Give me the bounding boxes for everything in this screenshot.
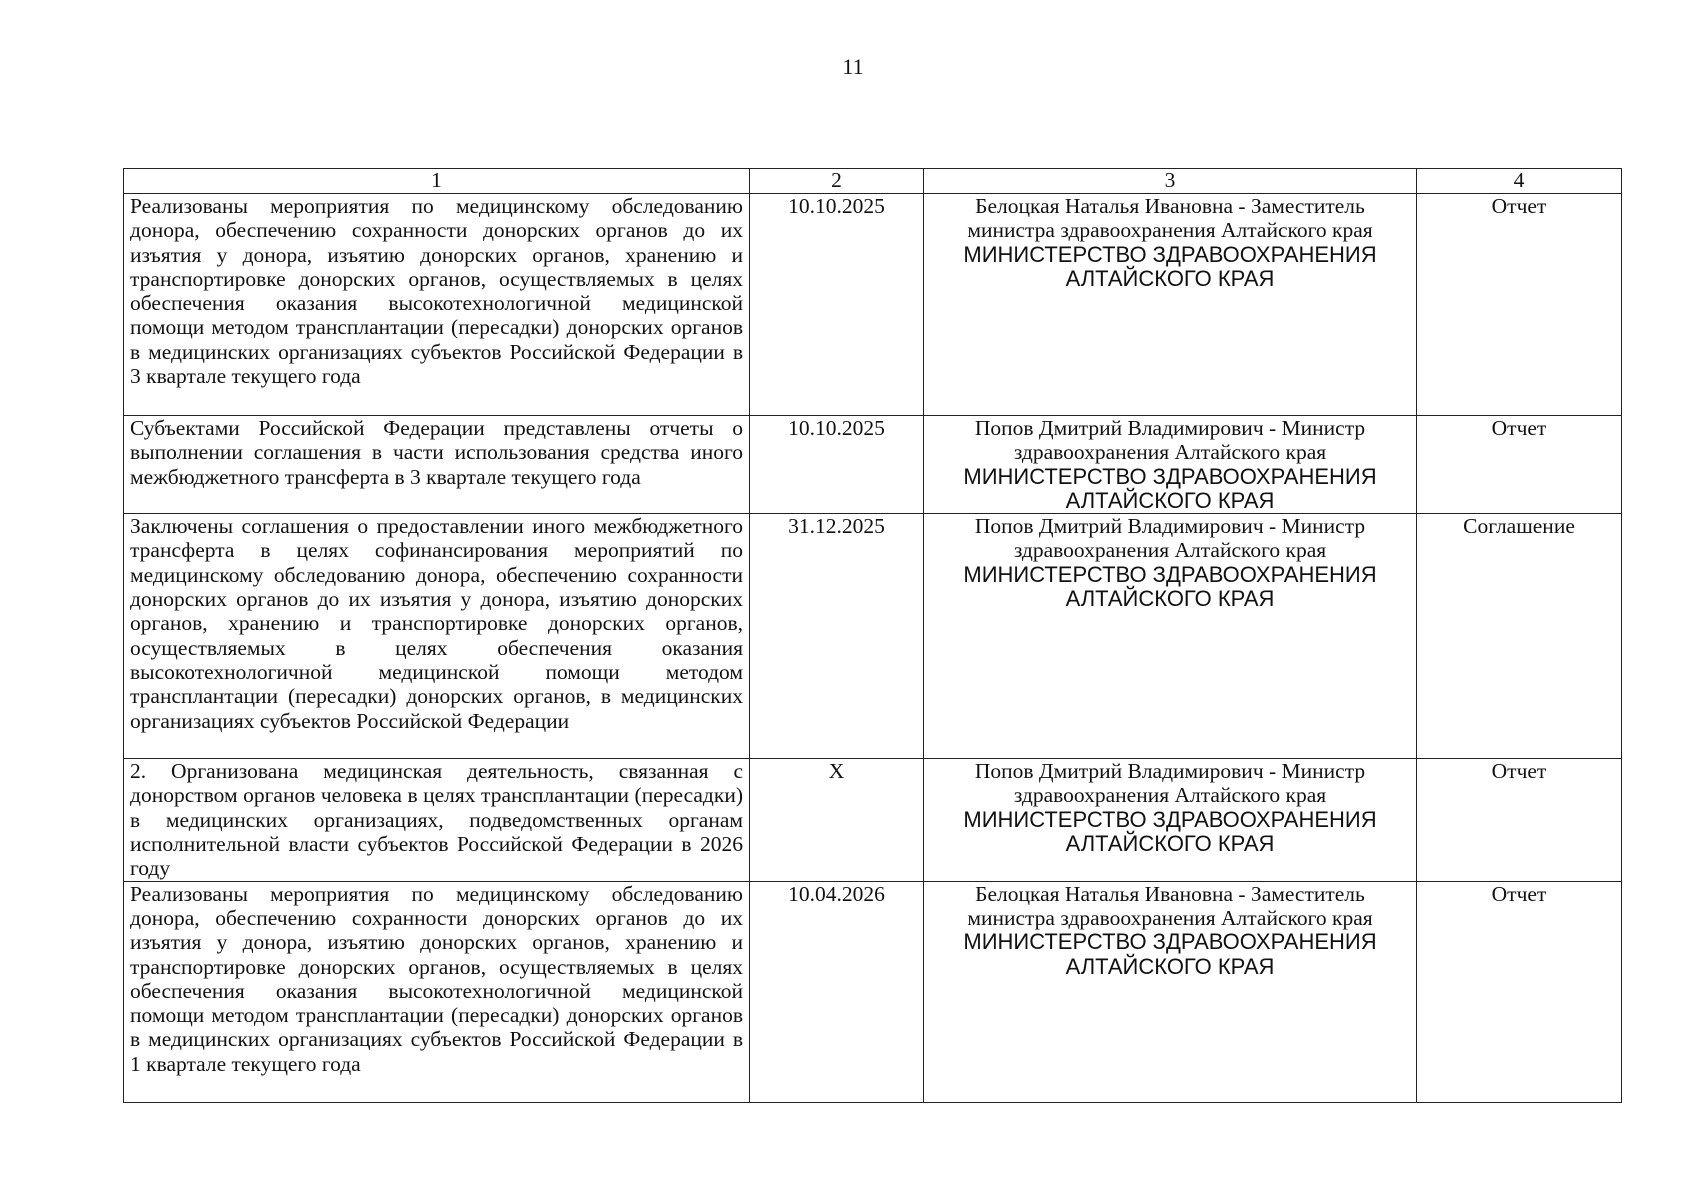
deadline-date: 31.12.2025 [750,514,924,759]
deadline-date: 10.10.2025 [750,194,924,416]
table-row [124,416,1622,514]
responsible-cell [924,514,1417,759]
column-header-2: 2 [750,169,924,194]
deadline-date: X [750,759,924,881]
responsible-person: Попов Дмитрий Владимирович - Министр здравоохранения Алтайского края [974,759,1366,808]
responsible-person: Попов Дмитрий Владимирович - Министр здравоохранения Алтайского края [974,514,1366,563]
result-document-type: Отчет [1417,759,1622,881]
responsible-organization: МИНИСТЕРСТВО ЗДРАВООХРАНЕНИЯ АЛТАЙСКОГО КРАЯ [963,241,1377,291]
event-description: Субъектами Российской Федерации представлены отчеты о выполнении соглашения в части использования средства иного межбюджетного трансферта в 3 квартале текущего года [124,416,750,514]
responsible-organization: МИНИСТЕРСТВО ЗДРАВООХРАНЕНИЯ АЛТАЙСКОГО КРАЯ [963,463,1377,513]
table-row [124,194,1622,416]
column-header-3: 3 [924,169,1417,194]
responsible-organization: МИНИСТЕРСТВО ЗДРАВООХРАНЕНИЯ АЛТАЙСКОГО КРАЯ [963,806,1377,857]
responsible-cell [924,759,1417,881]
result-document-type: Отчет [1417,416,1622,514]
column-header-1: 1 [124,169,750,194]
column-header-4: 4 [1417,169,1622,194]
table-header-row [124,169,1622,194]
responsible-organization: МИНИСТЕРСТВО ЗДРАВООХРАНЕНИЯ АЛТАЙСКОГО КРАЯ [963,561,1377,612]
result-document-type: Отчет [1417,194,1622,416]
document-table [123,168,1622,1103]
deadline-date: 10.10.2025 [750,416,924,514]
table-row [124,759,1622,881]
responsible-cell [924,881,1417,1102]
responsible-cell [924,416,1417,514]
result-document-type: Отчет [1417,881,1622,1102]
page-number: 11 [842,54,864,79]
result-document-type: Соглашение [1417,514,1622,759]
event-description: 2. Организована медицинская деятельность, связанная с донорством органов человека в целях трансплантации (пересадки) в медицинских организациях, подведомственных органам исполнительной власти субъектов Российской Федерации в 2026 году [124,759,750,881]
deadline-date: 10.04.2026 [750,881,924,1102]
table-row [124,881,1622,1102]
event-description: Реализованы мероприятия по медицинскому обследованию донора, обеспечению сохранности донорских органов до их изъятия у донора, изъятию донорских органов, хранению и транспортировке донорских органов, осуществляемых в целях обеспечения оказания высокотехнологичной медицинской помощи методом трансплантации (пересадки) донорских органов в медицинских организациях субъектов Российской Федерации в 3 квартале текущего года [124,194,750,416]
responsible-person: Белоцкая Наталья Ивановна - Заместитель министра здравоохранения Алтайского края [967,881,1373,930]
event-description: Заключены соглашения о предоставлении иного межбюджетного трансферта в целях софинансирования мероприятий по медицинскому обследованию донора, обеспечению сохранности донорских органов до их изъятия у донора, изъятию донорских органов, хранению и транспортировке донорских органов, осуществляемых в целях обеспечения оказания высокотехнологичной медицинской помощи методом трансплантации (пересадки) донорских органов, в медицинских организациях субъектов Российской Федерации [124,514,750,759]
responsible-person: Белоцкая Наталья Ивановна - Заместитель министра здравоохранения Алтайского края [967,194,1373,243]
responsible-organization: МИНИСТЕРСТВО ЗДРАВООХРАНЕНИЯ АЛТАЙСКОГО КРАЯ [963,929,1377,979]
responsible-cell [924,194,1417,416]
event-description: Реализованы мероприятия по медицинскому обследованию донора, обеспечению сохранности донорских органов до их изъятия у донора, изъятию донорских органов, хранению и транспортировке донорских органов, осуществляемых в целях обеспечения оказания высокотехнологичной медицинской помощи методом трансплантации (пересадки) донорских органов в медицинских организациях субъектов Российской Федерации в 1 квартале текущего года [124,881,750,1102]
responsible-person: Попов Дмитрий Владимирович - Министр здравоохранения Алтайского края [974,416,1366,465]
table-row [124,514,1622,759]
